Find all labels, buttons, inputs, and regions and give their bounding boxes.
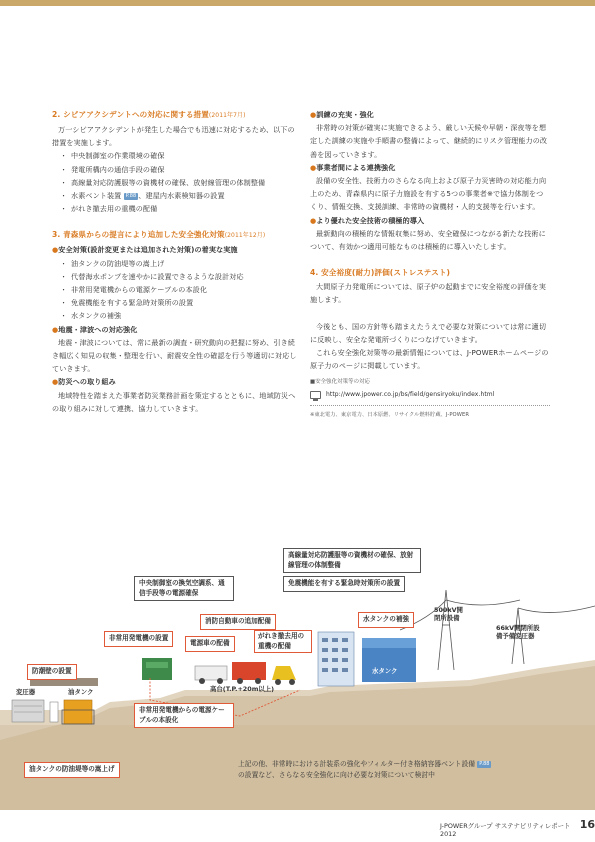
generator-icon [142, 658, 172, 680]
label-water-tank: 水タンク [372, 667, 398, 675]
right-sub2: ●事業者間による連携強化 [310, 162, 396, 172]
callout-control-room: 中央制御室の換気空調系、通信手段等の電源確保 [134, 576, 234, 601]
section-4-title: 4. 安全裕度(耐力)評価(ストレステスト) [310, 268, 451, 278]
section-3-sub3: ●防災への取り組み [52, 377, 116, 387]
cooperation-label: 事業者間による連携強化 [316, 162, 396, 172]
right-sub1: ●訓練の充実・強化 [310, 110, 374, 119]
section-2-date: (2011年7月) [208, 112, 246, 119]
label-66kv: 66kV開閉所設備予備変圧器 [496, 624, 540, 640]
callout-oil-dike: 油タンクの防油堤等の嵩上げ [24, 762, 120, 778]
link-url[interactable]: http://www.jpower.co.jp/bs/field/gensiryoku/index.html [326, 391, 495, 399]
hydrogen-vent-text: 水素ベント装置 [71, 191, 122, 201]
oil-tank-icon [64, 700, 92, 724]
computer-icon [310, 391, 321, 399]
pole-icon [50, 702, 58, 722]
section-2-title: 2. シビアアクシデントへの対応に関する措置 [52, 110, 209, 119]
sub1-label: 安全対策(設計変更または追加された対策)の着実な実施 [58, 245, 238, 255]
section-3-heading [52, 228, 297, 243]
section-4-text: 大間原子力発電所については、原子炉の起動までに安全裕度の評価を実施します。 [310, 282, 547, 305]
list-item: ・ 中央制御室の作業環境の確保 [62, 149, 297, 162]
callout-cable: 非常用発電機からの電源ケーブルの本設化 [134, 703, 234, 728]
label-transformer: 変圧器 [16, 688, 36, 696]
section-2-heading [52, 108, 297, 123]
caption-line-2: の設置など、さらなる安全強化に向け必要な対策について検討中 [238, 771, 435, 779]
list-item: ・ 高線量対応防護服等の資機材の確保、放射線管理の体制整備 [62, 176, 297, 189]
page-footer [440, 818, 595, 838]
sub2-label: 地震・津波への対応強化 [58, 324, 138, 334]
page-number: 16 [579, 818, 595, 831]
callout-water-tank: 水タンクの補強 [358, 612, 414, 628]
list-item: ・ 油タンクの防油堤等の嵩上げ [62, 257, 297, 270]
power-truck-icon [195, 666, 227, 680]
fire-truck-icon [232, 662, 266, 680]
section-3-sub2: ●地震・津波への対応強化 [52, 324, 138, 334]
safety-measures-illustration [0, 540, 595, 810]
left-column [52, 108, 297, 415]
section-3-date: (2011年12月) [224, 232, 266, 240]
list-item: ・ 代替海水ポンプを速やかに設置できるような設計対応 [62, 270, 297, 283]
callout-fire-truck: 消防自動車の追加配備 [200, 614, 276, 630]
section-3-list [52, 257, 297, 323]
closing-paragraph-2: これら安全強化対策等の最新情報については、J-POWERホームページの原子力のページに掲載しています。 [310, 348, 549, 371]
training-label: 訓練の充実・強化 [316, 110, 374, 119]
heavy-machine-icon [272, 666, 296, 680]
page-ref-tag[interactable]: P.88 [125, 193, 137, 200]
right-sub1-text: 非常時の対策が確実に実施できるよう、厳しい天候や早朝・深夜等を想定した訓練の実施や手順書の整備によって、継続的にリスク管理能力の改善を図っていきます。 [310, 123, 548, 159]
section-3-sub1: ●安全対策(設計変更または追加された対策)の着実な実施 [52, 245, 238, 255]
section-3-sub3-text: 地域特性を踏まえた事業者防災業務計画を策定するとともに、地域防災への取り組みに対して連携、協力していきます。 [52, 390, 296, 413]
section-2-intro: 万一シビアアクシデントが発生した場合でも迅速に対応するため、以下の措置を実施します。 [52, 125, 295, 148]
right-sub3: ●より優れた安全技術の積極的導入 [310, 215, 425, 225]
right-sub3-text: 最新動向の積極的な情報収集に努め、安全確保につながる新たな技術について、有効かつ適用可能なものは積極的に導入いたします。 [310, 228, 546, 252]
caption-line-1 [238, 759, 491, 769]
caption-text-1: 上記の他、非常時における計装系の強化やフィルター付き格納容器ベント設備 [238, 760, 476, 768]
label-high-ground: 高台(T.P.+20m以上) [210, 685, 275, 693]
callout-heavy-machinery: がれき撤去用の重機の配備 [254, 630, 312, 653]
sub3-label: 防災への取り組み [58, 377, 116, 387]
list-item: ・ がれき撤去用の重機の配備 [62, 202, 297, 215]
list-item: ・ 水タンクの補強 [62, 309, 297, 322]
closing-paragraph-1: 今後とも、国の方針等も踏まえたうえで必要な対策については常に適切に反映し、安全な発電所づくりにつなげていきます。 [310, 321, 547, 344]
hydrogen-detector-text: 、建屋内水素検知器の設置 [138, 191, 225, 201]
right-column [310, 108, 550, 420]
label-oil-tank: 油タンク [68, 688, 94, 696]
footnote: ※東北電力、東京電力、日本原燃、リサイクル燃料貯蔵、J-POWER [310, 412, 470, 419]
link-box [310, 378, 550, 420]
page-ref-tag[interactable]: P.88 [479, 761, 490, 767]
section-3-sub2-text: 地震・津波については、常に最新の調査・研究動向の把握に努め、引き続き幅広く知見の収集・整理を行い、耐震安全性の確認を行う等適切に対応していきます。 [52, 337, 297, 374]
callout-protective-gear: 高線量対応防護服等の資機材の確保、放射線管理の体制整備 [283, 548, 421, 573]
callout-generator: 非常用発電機の設置 [104, 631, 173, 647]
technology-label: より優れた安全技術の積極的導入 [316, 215, 425, 225]
callout-seawall: 防潮壁の設置 [27, 664, 77, 680]
list-item: ・ 免震機能を有する緊急時対策所の設置 [62, 296, 297, 309]
label-500kv: 500kV開閉所設備 [434, 606, 463, 622]
link-row [310, 389, 550, 406]
section-2-list [52, 149, 297, 215]
callout-emergency-center: 免震機能を有する緊急時対策所の設置 [283, 576, 405, 592]
transformer-icon [12, 700, 44, 722]
list-item [62, 189, 297, 202]
section-3-title: 3. 青森県からの提言により追加した安全強化対策 [52, 230, 225, 240]
report-title: J-POWERグループ サステナビリティレポート2012 [440, 822, 571, 838]
list-item: ・ 発電所構内の通信手段の確保 [62, 163, 297, 176]
top-band [0, 0, 595, 6]
right-sub2-text: 設備の安全性、技術力のさらなる向上および原子力災害時の対応能力向上のため、青森県内に原子力施設を有する5つの事業者※で協力体制をつくり、情報交換、支援訓練、非常時の資機材・人的支援等を行います。 [310, 176, 547, 212]
link-label: ■安全強化対策等の対応 [310, 379, 371, 386]
list-item: ・ 非常用発電機からの電源ケーブルの本設化 [62, 283, 297, 296]
callout-power-truck: 電源車の配備 [185, 636, 235, 652]
